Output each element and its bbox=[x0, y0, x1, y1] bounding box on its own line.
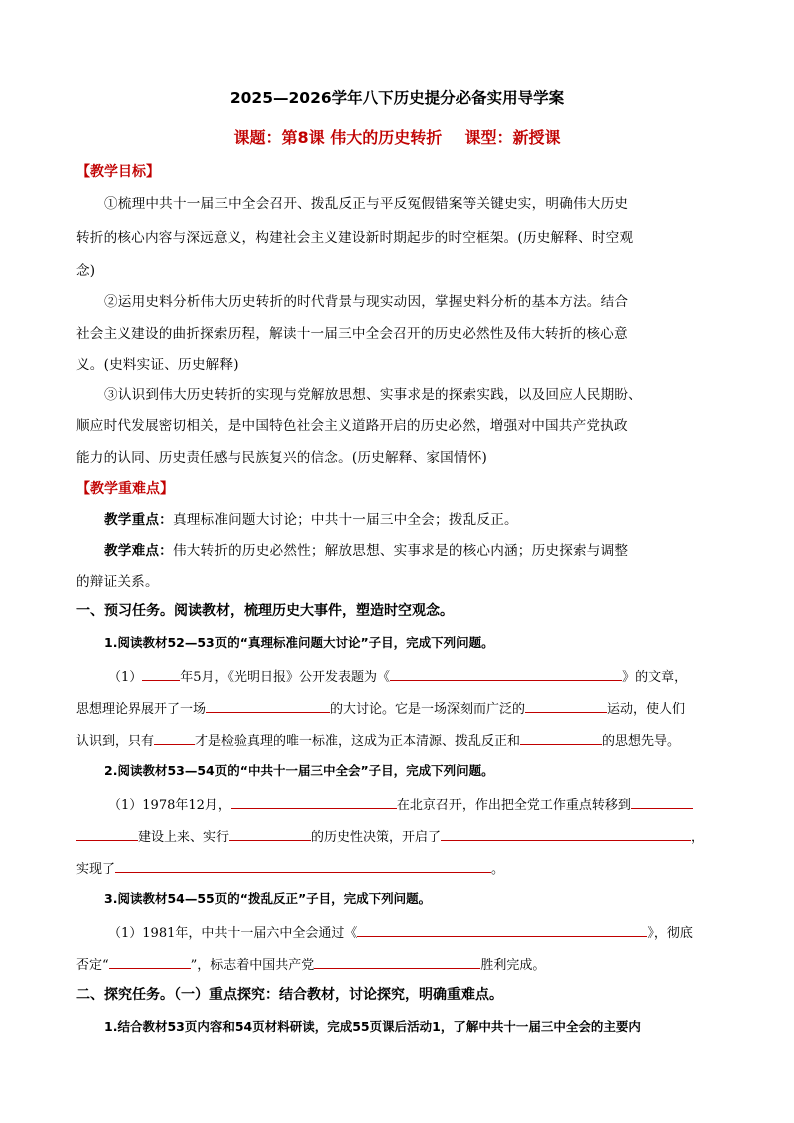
q3-l2-text-b: ”，标志着中国共产党 bbox=[190, 958, 315, 973]
q2-l2-text-a: 建设上来、实行 bbox=[138, 830, 230, 845]
q1-line-3 bbox=[76, 729, 680, 752]
part1-heading: 一、预习任务。阅读教材，梳理历史大事件，塑造时空观念。 bbox=[76, 603, 454, 619]
negation-blank[interactable] bbox=[109, 953, 191, 969]
part1-q3-title: 3.阅读教材54—55页的“拨乱反正”子目，完成下列问题。 bbox=[104, 891, 432, 906]
goal-3-line-1: ③认识到伟大历史转折的实现与党解放思想、实事求是的探索实践，以及回应人民期盼、 bbox=[104, 387, 642, 403]
q1-l2-text-b: 的大讨论。它是一场深刻而广泛的 bbox=[330, 702, 526, 717]
lesson-subtitle: 课题：第8课 伟大的历史转折 课型：新授课 bbox=[233, 128, 561, 147]
focus-shift-blank-a[interactable] bbox=[631, 793, 693, 809]
q3-l1-text-a: （1）1981年，中共十一届六中全会通过《 bbox=[108, 926, 358, 941]
focus-line bbox=[104, 510, 518, 530]
q1-line-1 bbox=[108, 665, 687, 688]
goal-2-line-1: ②运用史料分析伟大历史转折的时代背景与现实动因，掌握史料分析的基本方法。结合 bbox=[104, 294, 629, 310]
difficulty-line bbox=[104, 541, 628, 561]
goal-1-line-2: 转折的核心内容与深远意义，构建社会主义建设新时期起步的时空框架。(历史解释、时空观 bbox=[76, 230, 634, 246]
goal-3-line-3: 能力的认同、历史责任感与民族复兴的信念。(历史解释、家国情怀) bbox=[76, 450, 488, 466]
q3-line-1 bbox=[108, 921, 693, 944]
q1-l2-text-a: 思想理论界展开了一场 bbox=[76, 702, 207, 717]
q2-line-1 bbox=[108, 793, 693, 816]
resolution-blank[interactable] bbox=[357, 921, 647, 937]
goal-1-line-3: 念) bbox=[76, 263, 96, 279]
q3-l2-text-a: 否定“ bbox=[76, 958, 109, 973]
difficulty-text: 伟大转折的历史必然性；解放思想、实事求是的核心内涵；历史探索与调整 bbox=[172, 543, 629, 559]
q1-line-2 bbox=[76, 697, 685, 720]
q1-l1-text-c: 》的文章， bbox=[622, 670, 688, 685]
criterion-blank[interactable] bbox=[154, 729, 195, 745]
part1-q1-title: 1.阅读教材52—53页的“真理标准问题大讨论”子目，完成下列问题。 bbox=[104, 635, 494, 650]
goal-1-line-1: ①梳理中共十一届三中全会召开、拨乱反正与平反冤假错案等关键史实，明确伟大历史 bbox=[104, 196, 629, 212]
q2-l1-text-b: 在北京召开，作出把全党工作重点转移到 bbox=[396, 798, 631, 813]
turning-point-blank[interactable] bbox=[115, 857, 491, 873]
plenum-blank[interactable] bbox=[231, 793, 397, 809]
discussion-blank[interactable] bbox=[206, 697, 330, 713]
new-era-blank[interactable] bbox=[441, 825, 691, 841]
q1-l1-text-a: （1） bbox=[108, 670, 143, 685]
q3-l2-text-c: 胜利完成。 bbox=[480, 958, 546, 973]
q3-l1-text-b: 》，彻底 bbox=[647, 926, 693, 941]
q2-l3-text-b: 。 bbox=[491, 862, 505, 877]
difficulty-label: 教学难点： bbox=[104, 543, 173, 559]
part2-q1: 1.结合教材53页内容和54页材料研读，完成55页课后活动1，了解中共十一届三中全会的主要内 bbox=[104, 1019, 641, 1034]
q1-l3-text-a: 认识到，只有 bbox=[76, 734, 155, 749]
difficulty-line-2: 的辩证关系。 bbox=[76, 574, 159, 590]
q1-l3-text-b: 才是检验真理的唯一标准，这成为正本清源、拨乱反正和 bbox=[195, 734, 521, 749]
document-title: 2025—2026学年八下历史提分必备实用导学案 bbox=[229, 89, 565, 107]
q2-l1-text-a: （1）1978年12月， bbox=[108, 798, 231, 813]
q1-l2-text-c: 运动，使人们 bbox=[607, 702, 686, 717]
movement-blank[interactable] bbox=[525, 697, 607, 713]
goal-3-line-2: 顺应时代发展密切相关，是中国特色社会主义道路开启的历史必然，增强对中国共产党执政 bbox=[76, 418, 628, 434]
article-title-blank[interactable] bbox=[390, 665, 622, 681]
q2-l3-text-a: 实现了 bbox=[76, 862, 116, 877]
goal-2-line-3: 义。(史料实证、历史解释) bbox=[76, 357, 239, 373]
focus-label: 教学重点： bbox=[104, 512, 173, 528]
q2-l2-text-b: 的历史性决策，开启了 bbox=[311, 830, 442, 845]
q1-l3-text-c: 的思想先导。 bbox=[602, 734, 681, 749]
focus-text: 真理标准问题大讨论；中共十一届三中全会；拨乱反正。 bbox=[172, 512, 518, 528]
q1-l1-text-b: 年5月，《光明日报》公开发表题为《 bbox=[180, 670, 391, 685]
goals-heading: 【教学目标】 bbox=[76, 164, 160, 180]
q2-line-2 bbox=[76, 825, 704, 848]
policy-blank[interactable] bbox=[229, 825, 311, 841]
focus-shift-blank-b[interactable] bbox=[76, 825, 138, 841]
year-blank[interactable] bbox=[142, 665, 180, 681]
part1-q2-title: 2.阅读教材53—54页的“中共十一届三中全会”子目，完成下列问题。 bbox=[104, 763, 494, 778]
q2-l2-text-c: ， bbox=[691, 830, 705, 845]
q3-line-2 bbox=[76, 953, 545, 976]
q2-line-3 bbox=[76, 857, 504, 880]
pioneer-blank[interactable] bbox=[520, 729, 602, 745]
goal-2-line-2: 社会主义建设的曲折探索历程，解读十一届三中全会召开的历史必然性及伟大转折的核心意 bbox=[76, 326, 628, 342]
task-blank[interactable] bbox=[314, 953, 480, 969]
part2-heading: 二、探究任务。（一）重点探究：结合教材，讨论探究，明确重难点。 bbox=[76, 987, 503, 1003]
key-points-heading: 【教学重难点】 bbox=[76, 481, 174, 497]
